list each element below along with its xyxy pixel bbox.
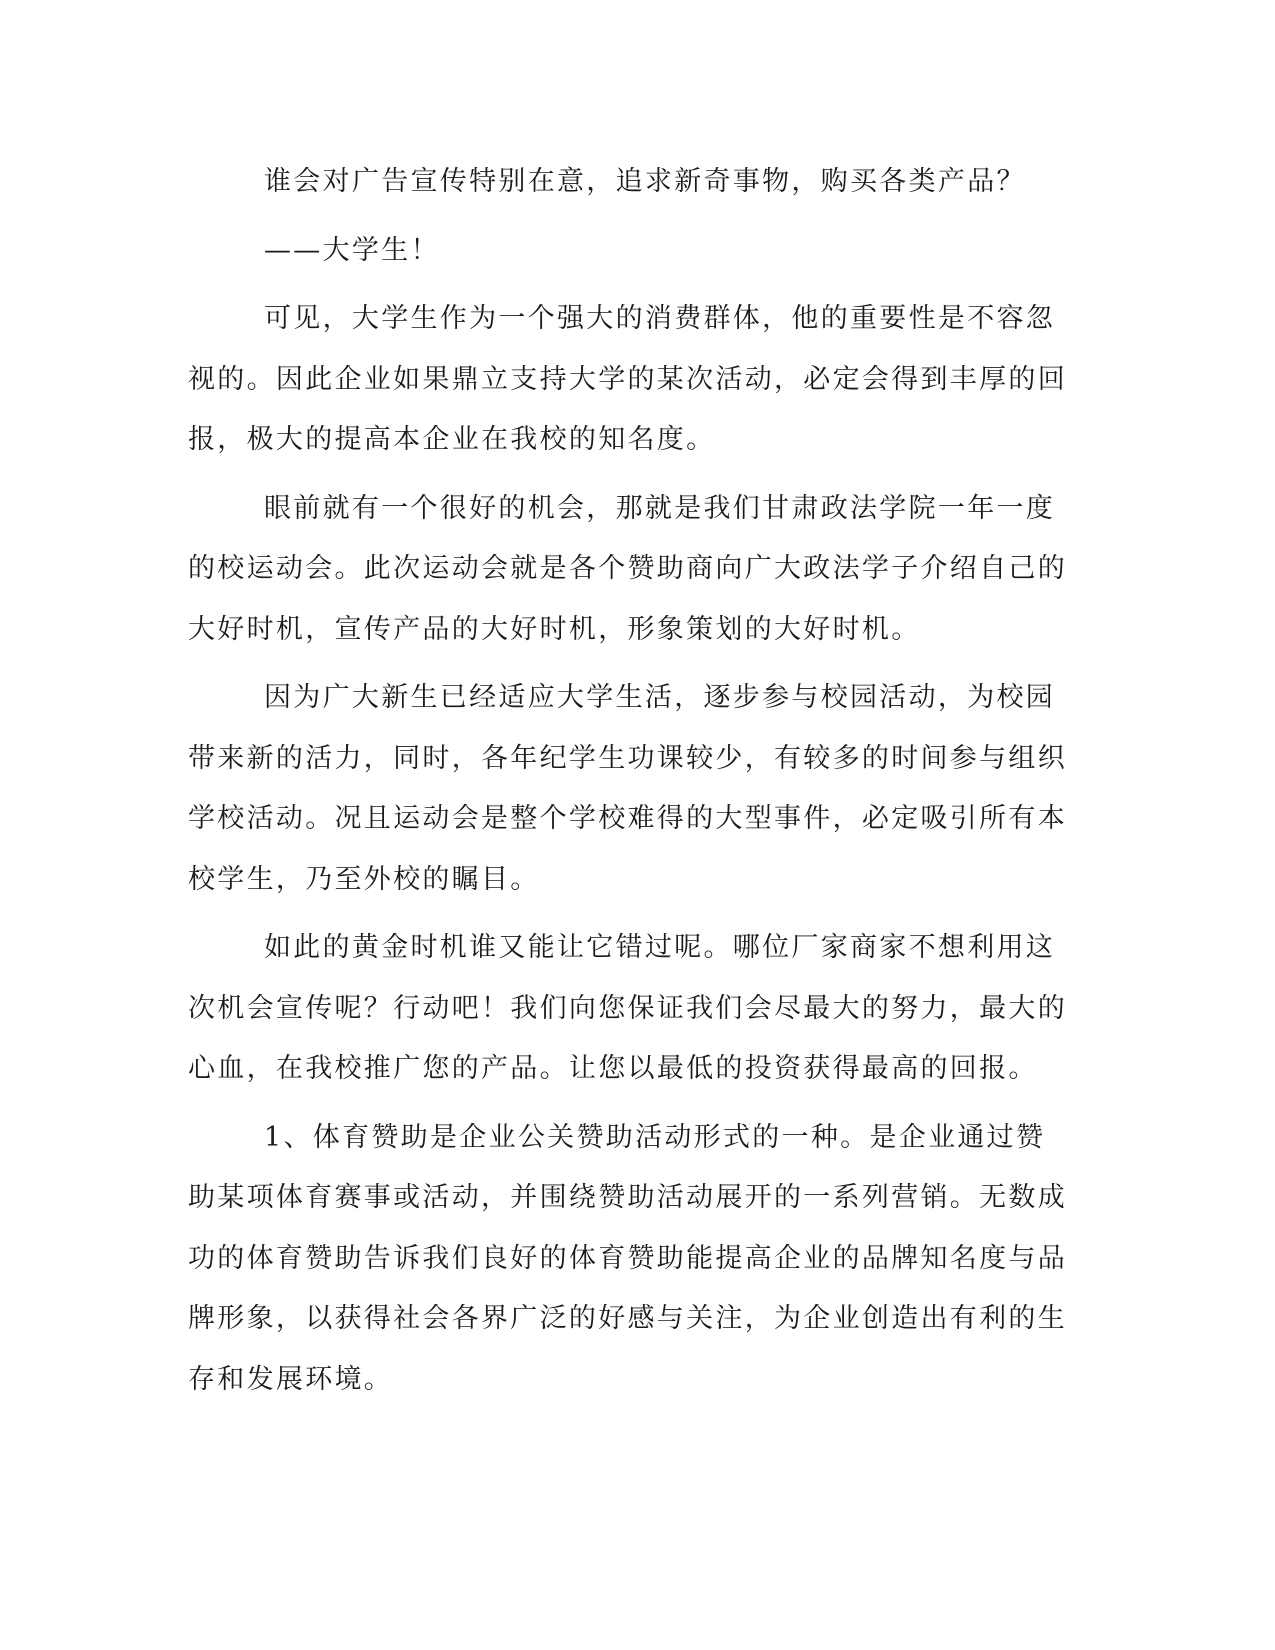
paragraph-reasons: 因为广大新生已经适应大学生活，逐步参与校园活动，为校园带来新的活力，同时，各年纪学生功课较少，有较多的时间参与组织学校活动。况且运动会是整个学校难得的大型事件，必定吸引所有本校学生，乃至外校的瞩目。 (188, 682, 1067, 895)
paragraph-importance: 可见，大学生作为一个强大的消费群体，他的重要性是不容忽视的。因此企业如果鼎立支持大学的某次活动，必定会得到丰厚的回报，极大的提高本企业在我校的知名度。 (188, 303, 1067, 455)
paragraph-question: 谁会对广告宣传特别在意，追求新奇事物，购买各类产品？ (264, 166, 1026, 197)
paragraph-opportunity: 眼前就有一个很好的机会，那就是我们甘肃政法学院一年一度的校运动会。此次运动会就是各个赞助商向广大政法学子介绍自己的大好时机，宣传产品的大好时机，形象策划的大好时机。 (188, 492, 1067, 645)
paragraph-answer: ——大学生！ (264, 234, 440, 266)
document-body (188, 152, 1068, 1418)
paragraph-call-to-action: 如此的黄金时机谁又能让它错过呢。哪位厂家商家不想利用这次机会宣传呢？行动吧！我们向您保证我们会尽最大的努力，最大的心血，在我校推广您的产品。让您以最低的投资获得最高的回报。 (188, 932, 1067, 1084)
paragraph-sports-sponsorship: 1、体育赞助是企业公关赞助活动形式的一种。是企业通过赞助某项体育赛事或活动，并围绕赞助活动展开的一系列营销。无数成功的体育赞助告诉我们良好的体育赞助能提高企业的品牌知名度与品牌形象，以获得社会各界广泛的好感与关注，为企业创造出有利的生存和发展环境。 (188, 1121, 1067, 1395)
